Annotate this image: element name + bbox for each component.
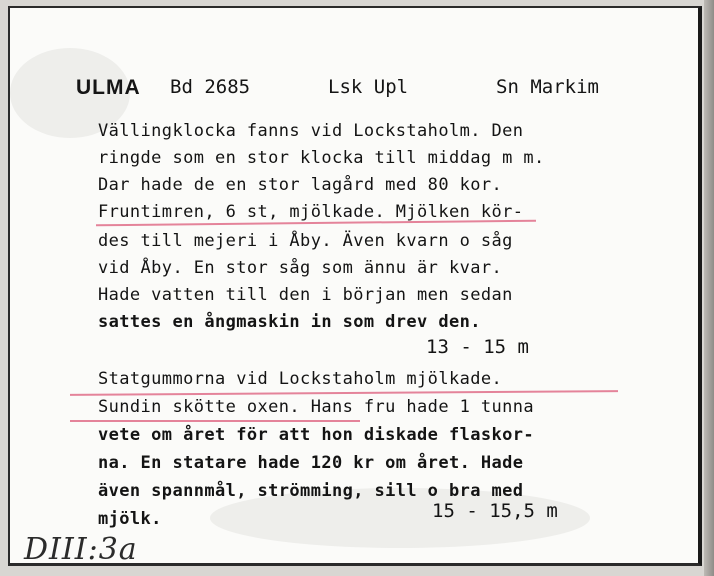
text-line: även spannmål, strömming, sill o bra med [98,481,524,501]
handwritten-annotation: DIII:3a [24,532,138,567]
text-line: sattes en ångmaskin in som drev den. [98,312,481,332]
card-header [76,76,676,106]
text-line: Vällingklocka fanns vid Lockstaholm. Den [98,121,524,141]
measurement-range: 15 - 15,5 m [432,500,558,522]
text-line: mjölk. [98,509,162,529]
archive-code: ULMA [76,76,141,99]
scan-edge [704,0,714,576]
text-line: vid Åby. En stor såg som ännu är kvar. [98,258,503,278]
text-line: vete om året för att hon diskade flaskor- [98,425,535,445]
text-line: des till mejeri i Åby. Även kvarn o såg [98,231,513,251]
measurement-range: 13 - 15 m [426,336,529,358]
text-line: Statgummorna vid Lockstaholm mjölkade. [98,369,503,389]
parish-label: Sn Markim [496,76,599,98]
text-line: Fruntimren, 6 st, mjölkade. Mjölken kör- [98,202,524,222]
county-label: Lsk Upl [328,76,409,98]
text-line: na. En statare hade 120 kr om året. Hade [98,453,524,473]
text-line: Dar hade de en stor lagård med 80 kor. [98,175,503,195]
text-line: Sundin skötte oxen. Hans fru hade 1 tunna [98,397,535,417]
record-id: Bd 2685 [170,76,251,98]
text-line: ringde som en stor klocka till middag m m. [98,148,545,168]
text-line: Hade vatten till den i början men sedan [98,285,513,305]
underline-mark [70,420,360,422]
